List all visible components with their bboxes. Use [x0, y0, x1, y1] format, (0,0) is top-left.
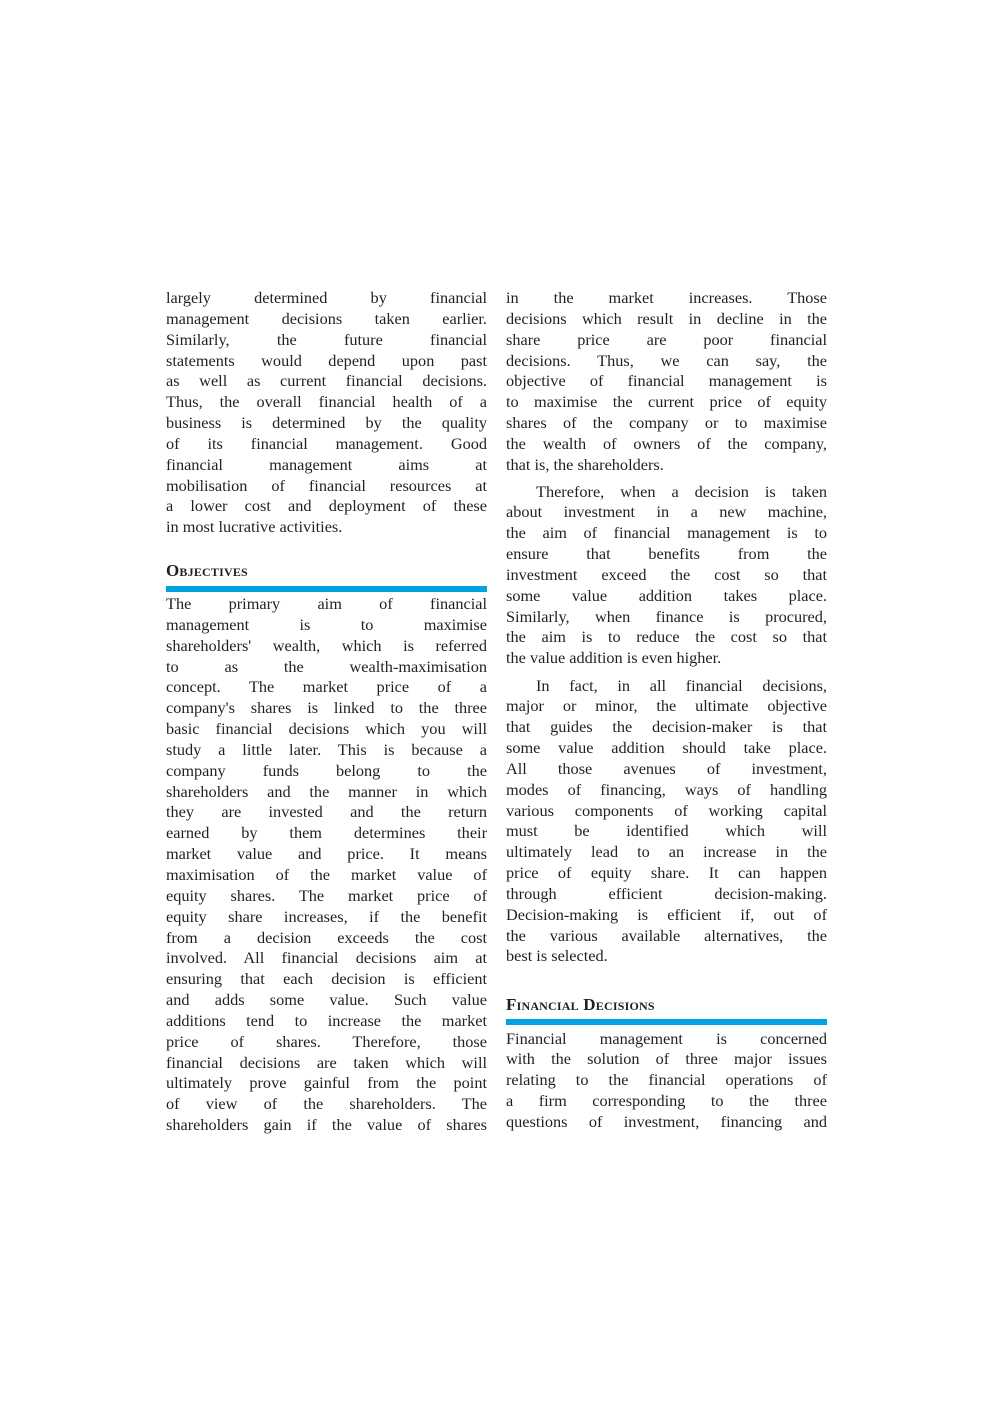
text-line: ensuring that each decision is efficient — [166, 969, 487, 989]
text-line: a firm corresponding to the three — [506, 1091, 827, 1111]
text-line: additions tend to increase the market — [166, 1010, 487, 1030]
text-line: major or minor, the ultimate objective — [506, 696, 827, 716]
heading-underline-bar — [166, 586, 487, 592]
text-line: some value addition takes place. — [506, 585, 827, 605]
text-line: with the solution of three major issues — [506, 1049, 827, 1069]
text-line: of its financial management. Good — [166, 433, 487, 453]
right-paragraph-3 — [506, 676, 827, 968]
text-line: Similarly, when finance is procured, — [506, 606, 827, 626]
text-line: study a little later. This is because a — [166, 739, 487, 759]
text-line: management decisions taken earlier. — [166, 308, 487, 328]
text-line: earned by them determines their — [166, 823, 487, 843]
right-paragraph-2 — [506, 482, 827, 670]
text-line: of view of the shareholders. The — [166, 1094, 487, 1114]
text-line: to maximise the current price of equity — [506, 392, 827, 412]
text-line: basic financial decisions which you will — [166, 719, 487, 739]
text-line: management is to maximise — [166, 614, 487, 634]
text-line: that is, the shareholders. — [506, 454, 664, 474]
text-line: the aim is to reduce the cost so that — [506, 627, 827, 647]
text-line: concept. The market price of a — [166, 677, 487, 697]
text-line: decisions which result in decline in the — [506, 308, 827, 328]
right-paragraph-1 — [506, 288, 827, 476]
text-line: price of shares. Therefore, those — [166, 1031, 487, 1051]
text-line: Decision-making is efficient if, out of — [506, 904, 827, 924]
section-heading-financial-decisions: Financial Decisions — [506, 995, 655, 1014]
text-line: price of equity share. It can happen — [506, 863, 827, 883]
right-paragraph-4 — [506, 1029, 827, 1133]
text-line: Financial management is concerned — [506, 1028, 827, 1048]
text-line: statements would depend upon past — [166, 350, 487, 370]
text-line: ultimately lead to an increase in the — [506, 842, 827, 862]
text-line: about investment in a new machine, — [506, 502, 827, 522]
text-line: business is determined by the quality — [166, 413, 487, 433]
text-line: largely determined by financial — [166, 288, 487, 307]
left-paragraph-2 — [166, 594, 487, 1136]
text-line: investment exceed the cost so that — [506, 564, 827, 584]
text-line: shareholders and the manner in which — [166, 781, 487, 801]
text-line: company funds belong to the — [166, 760, 487, 780]
text-line: various components of working capital — [506, 800, 827, 820]
text-line: financial management aims at — [166, 454, 487, 474]
text-line: must be identified which will — [506, 821, 827, 841]
text-line: the various available alternatives, the — [506, 925, 827, 945]
text-line: ultimately prove gainful from the point — [166, 1073, 487, 1093]
text-line: market value and price. It means — [166, 844, 487, 864]
text-line: the aim of financial management is to — [506, 523, 827, 543]
text-line: shareholders' wealth, which is referred — [166, 635, 487, 655]
section-heading-objectives: Objectives — [166, 561, 248, 580]
text-line: company's shares is linked to the three — [166, 698, 487, 718]
text-line: some value addition should take place. — [506, 738, 827, 758]
text-line: best is selected. — [506, 946, 608, 966]
text-line: the value addition is even higher. — [506, 648, 722, 668]
text-line: shareholders gain if the value of shares — [166, 1115, 487, 1135]
text-line: involved. All financial decisions aim at — [166, 948, 487, 968]
text-line: equity share increases, if the benefit — [166, 906, 487, 926]
text-line: through efficient decision-making. — [506, 883, 827, 903]
text-line: equity shares. The market price of — [166, 885, 487, 905]
text-line: from a decision exceeds the cost — [166, 927, 487, 947]
text-line: to as the wealth-maximisation — [166, 656, 487, 676]
text-line: ensure that benefits from the — [506, 544, 827, 564]
text-line: Similarly, the future financial — [166, 329, 487, 349]
text-line: mobilisation of financial resources at — [166, 475, 487, 495]
text-line: financial decisions are taken which will — [166, 1052, 487, 1072]
text-line: a lower cost and deployment of these — [166, 496, 487, 516]
text-line: shares of the company or to maximise — [506, 413, 827, 433]
text-line: In fact, in all financial decisions, — [536, 675, 827, 695]
text-line: modes of financing, ways of handling — [506, 779, 827, 799]
text-line: in the market increases. Those — [506, 288, 827, 307]
text-line: as well as current financial decisions. — [166, 371, 487, 391]
text-line: questions of investment, financing and — [506, 1111, 827, 1131]
text-line: the wealth of owners of the company, — [506, 433, 827, 453]
heading-underline-bar — [506, 1019, 827, 1025]
text-line: in most lucrative activities. — [166, 517, 343, 537]
text-line: and adds some value. Such value — [166, 990, 487, 1010]
text-line: they are invested and the return — [166, 802, 487, 822]
left-paragraph-1 — [166, 288, 487, 538]
text-line: objective of financial management is — [506, 371, 827, 391]
text-line: that guides the decision-maker is that — [506, 717, 827, 737]
text-line: relating to the financial operations of — [506, 1070, 827, 1090]
text-line: The primary aim of financial — [166, 594, 487, 613]
text-line: Therefore, when a decision is taken — [536, 481, 827, 501]
text-line: All those avenues of investment, — [506, 758, 827, 778]
text-line: maximisation of the market value of — [166, 864, 487, 884]
text-line: decisions. Thus, we can say, the — [506, 350, 827, 370]
text-line: share price are poor financial — [506, 329, 827, 349]
text-line: Thus, the overall financial health of a — [166, 392, 487, 412]
